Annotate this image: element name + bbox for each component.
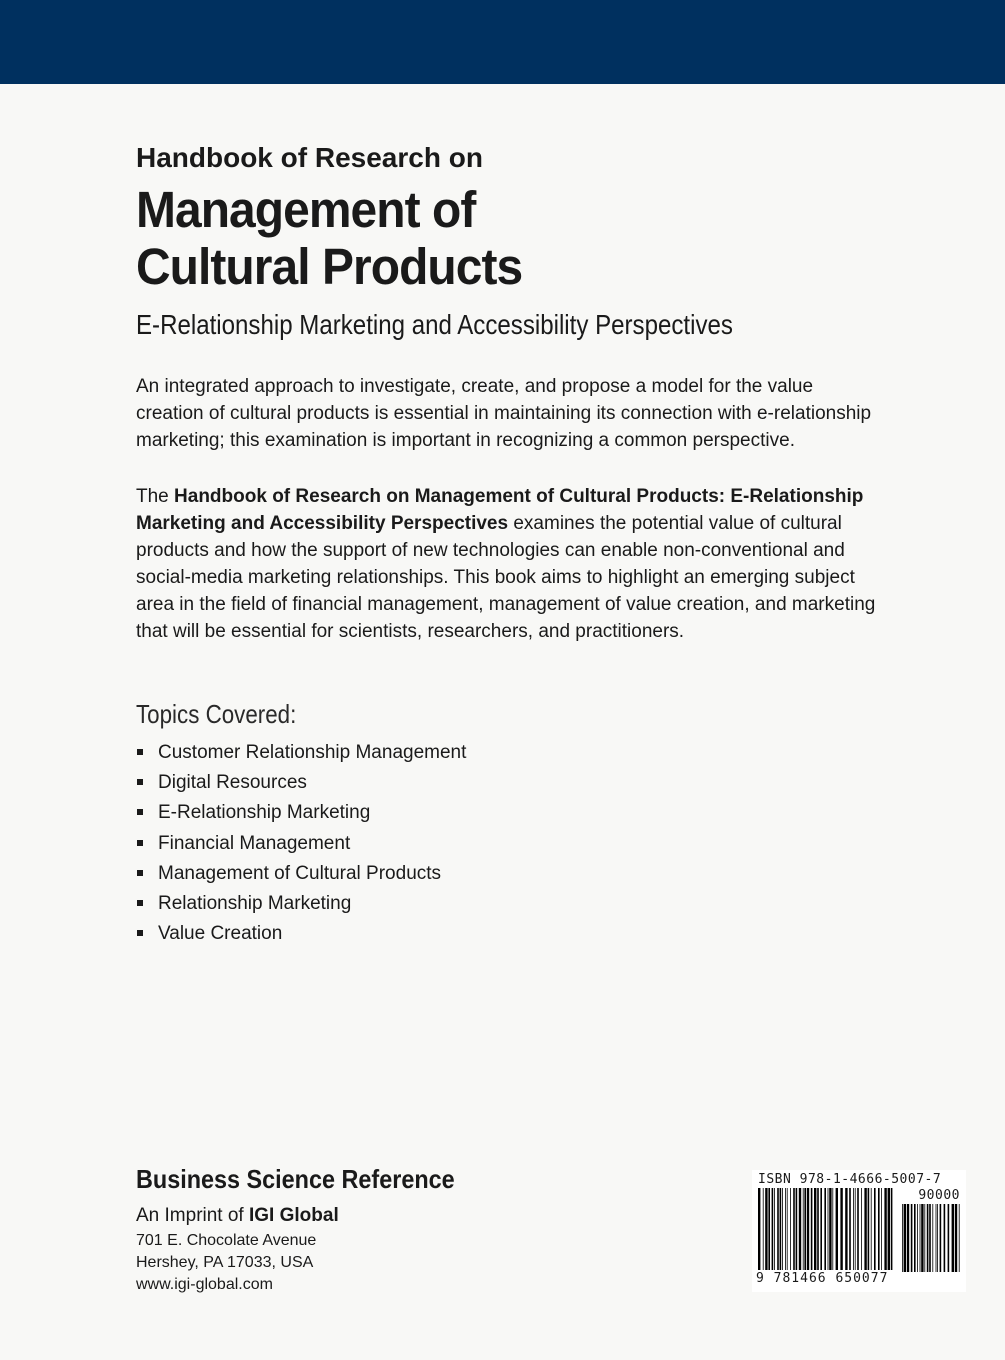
price-code: 90000 (918, 1188, 960, 1203)
square-bullet-icon (137, 779, 143, 785)
topic-label: Customer Relationship Management (158, 742, 467, 763)
description-paragraph-2 (136, 483, 876, 645)
topic-label: Relationship Marketing (158, 892, 352, 914)
square-bullet-icon (137, 840, 143, 846)
list-item (136, 889, 466, 919)
paragraph-2-book-title: Handbook of Research on Management of Cultural Products: E-Relationship Marketing and Accessibility Perspectives (136, 486, 864, 534)
list-item (136, 829, 466, 859)
topic-label: E-Relationship Marketing (158, 802, 371, 824)
list-item (136, 798, 466, 828)
topic-label: Management of Cultural Products (158, 862, 442, 884)
address-line-2: Hershey, PA 17033, USA (136, 1254, 314, 1271)
book-subtitle: E-Relationship Marketing and Accessibility Perspectives (136, 309, 733, 340)
topic-label: Digital Resources (158, 772, 307, 794)
publisher-website: www.igi-global.com (136, 1276, 273, 1293)
publisher-imprint (136, 1205, 339, 1227)
square-bullet-icon (137, 809, 143, 815)
topic-label: Financial Management (158, 832, 351, 854)
address-line-1: 701 E. Chocolate Avenue (136, 1232, 317, 1249)
square-bullet-icon (137, 749, 143, 755)
imprint-prefix: An Imprint of (136, 1205, 249, 1226)
list-item (136, 859, 466, 889)
list-item (136, 919, 466, 949)
square-bullet-icon (137, 930, 143, 936)
barcode-main-icon (758, 1188, 894, 1270)
topics-list (136, 738, 466, 949)
book-title (136, 181, 522, 295)
description-paragraph-1: An integrated approach to investigate, create, and propose a model for the value creation of cultural products is essential in maintaining its connection with e-relationship marketing; this examination is important in recognizing a common perspective. (136, 376, 872, 451)
list-item (136, 738, 466, 768)
barcode-addon-icon (902, 1204, 960, 1272)
top-color-band (0, 0, 1005, 84)
square-bullet-icon (137, 870, 143, 876)
isbn-text: ISBN 978-1-4666-5007-7 (758, 1172, 942, 1187)
publisher-name: Business Science Reference (136, 1164, 455, 1194)
barcode-digits: 9 781466 650077 (756, 1271, 889, 1286)
title-line-2: Cultural Products (136, 238, 523, 295)
topic-label: Value Creation (158, 923, 283, 945)
paragraph-2-lead: The (136, 486, 175, 507)
square-bullet-icon (137, 900, 143, 906)
series-kicker: Handbook of Research on (136, 142, 483, 173)
paragraph-2-body: examines the potential value of cultural products and how the support of new technologies can enable non-conventional and social-media marketing relationships. This book aims to highlight an emerging subject area in the field of financial management, management of value creation, and marketing that will be essential for scientists, researchers, and practitioners. (136, 513, 876, 642)
isbn-barcode (752, 1170, 966, 1292)
imprint-name: IGI Global (249, 1205, 339, 1226)
topics-heading: Topics Covered: (136, 699, 297, 729)
list-item (136, 768, 466, 798)
title-line-1: Management of (136, 181, 476, 238)
